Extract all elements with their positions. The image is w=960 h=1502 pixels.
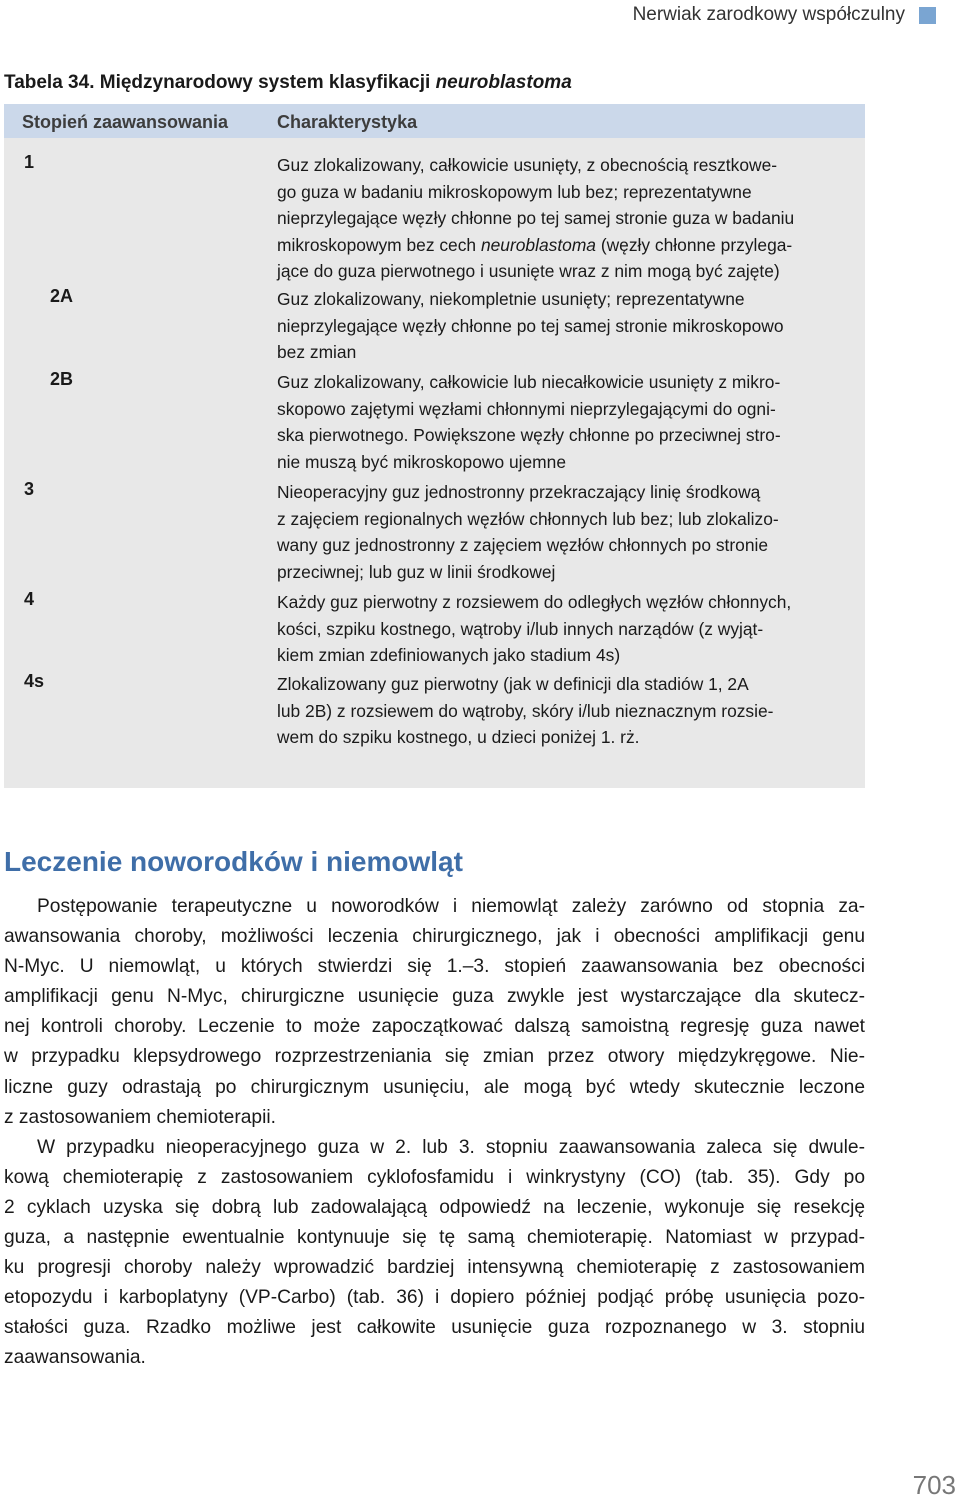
- description-line: z zajęciem regionalnych węzłów chłonnych lub bez; lub zlokalizo-: [277, 508, 779, 529]
- table-header-row: [4, 104, 865, 138]
- paragraph-line: z zastosowaniem chemioterapii.: [4, 1106, 276, 1128]
- table-caption-text: Tabela 34. Międzynarodowy system klasyfikacji: [4, 72, 436, 93]
- paragraph-line: awansowania choroby, możliwości leczenia chirurgicznego, jak i obecności amplifikacji genu: [4, 926, 865, 948]
- stage-label: 2B: [50, 369, 74, 389]
- description-line: Nieoperacyjny guz jednostronny przekraczający linię środkową: [277, 482, 761, 502]
- paragraph-line: w przypadku klepsydrowego rozprzestrzeniania się zmian przez otwory międzykręgowe. Nie-: [4, 1046, 865, 1068]
- paragraph-line: zaawansowania.: [4, 1347, 146, 1369]
- header-square-marker: [919, 7, 936, 24]
- paragraph-line: ku progresji choroby należy wprowadzić bardziej intensywną chemioterapię z zastosowaniem: [4, 1257, 865, 1279]
- paragraph-line: W przypadku nieoperacyjnego guza w 2. lub 3. stopniu zaawansowania zaleca się dwule-: [37, 1136, 865, 1158]
- description-line: jące do guza pierwotnego i usunięte wraz z nim mogą być zajęte): [277, 261, 780, 282]
- paragraph-line: etopozydu i karboplatyny (VP-Carbo) (tab. 36) i dopiero później podjąć próbę usunięcia pozo-: [4, 1287, 865, 1309]
- paragraph-line: Postępowanie terapeutyczne u noworodków i niemowląt zależy zarówno od stopnia za-: [37, 896, 865, 917]
- description-line: Guz zlokalizowany, całkowicie usunięty, z obecnością resztkowe-: [277, 155, 778, 175]
- stage-description: [277, 286, 839, 366]
- description-line: nieprzylegające węzły chłonne po tej samej stronie guza w badaniu: [277, 208, 795, 229]
- description-line: Każdy guz pierwotny z rozsiewem do odległych węzłów chłonnych,: [277, 592, 792, 612]
- stage-description: [277, 671, 839, 751]
- description-line: Guz zlokalizowany, całkowicie lub niecałkowicie usunięty z mikro-: [277, 372, 781, 392]
- description-line: Zlokalizowany guz pierwotny (jak w definicji dla stadiów 1, 2A: [277, 674, 749, 694]
- description-line: kiem zmian zdefiniowanych jako stadium 4s): [277, 645, 621, 666]
- description-line: przeciwnej; lub guz w linii środkowej: [277, 561, 556, 582]
- stage-label: 4: [24, 589, 35, 609]
- body-text: [4, 892, 865, 1374]
- stage-label: 4s: [24, 671, 45, 691]
- description-italic-term: neuroblastoma: [480, 234, 596, 255]
- column-header-description: Charakterystyka: [277, 112, 418, 132]
- paragraph-line: amplifikacji genu N-Myc, chirurgiczne usunięcie guza zwykle jest wystarczające dla skutecz-: [4, 986, 865, 1008]
- stage-description: [277, 369, 839, 475]
- column-header-stage: Stopień zaawansowania: [22, 112, 229, 132]
- paragraph-line: N-Myc. U niemowląt, u których stwierdzi się 1.–3. stopień zaawansowania bez obecności: [4, 956, 865, 978]
- classification-table: [4, 104, 865, 788]
- stage-label: 3: [24, 479, 35, 499]
- table-caption-italic: neuroblastoma: [435, 72, 572, 93]
- stage-description: [277, 152, 839, 285]
- description-segment: mikroskopowym bez cech: [277, 234, 481, 255]
- page-number: 703: [912, 1470, 956, 1500]
- description-line: nieprzylegające węzły chłonne po tej samej stronie mikroskopowo: [277, 315, 784, 336]
- stage-label: 2A: [50, 286, 74, 306]
- description-line: wany guz jednostronny z zajęciem węzłów chłonnych po stronie: [277, 535, 769, 556]
- description-line: wem do szpiku kostnego, u dzieci poniżej 1. rż.: [277, 727, 640, 748]
- paragraph-line: stałości guza. Rzadko możliwe jest całkowite usunięcie guza rozpoznanego w 3. stopniu: [4, 1317, 865, 1339]
- description-line: [277, 232, 839, 259]
- table-caption: [4, 72, 572, 94]
- description-line: nie muszą być mikroskopowo ujemne: [277, 451, 567, 472]
- section-title: Leczenie noworodków i niemowląt: [4, 846, 463, 877]
- paragraph: [4, 1133, 865, 1374]
- paragraph: [4, 892, 865, 1133]
- running-header: [633, 4, 936, 26]
- description-line: skopowo zajętymi węzłami chłonnymi nieprzylegającymi do ogni-: [277, 398, 776, 419]
- paragraph-line: nej kontroli choroby. Leczenie to może zapoczątkować dalszą samoistną regresję guza nawet: [4, 1016, 865, 1038]
- description-line: lub 2B) z rozsiewem do wątroby, skóry i/lub nieznacznym rozsie-: [277, 700, 774, 721]
- paragraph-line: guza, a następnie ewentualnie kontynuuje się tę samą chemioterapię. Natomiast w przypad-: [4, 1227, 865, 1249]
- description-line: go guza w badaniu mikroskopowym lub bez; reprezentatywne: [277, 181, 752, 202]
- description-line: ska pierwotnego. Powiększone węzły chłonne po przeciwnej stro-: [277, 425, 781, 446]
- stage-label: 1: [24, 152, 35, 172]
- description-line: kości, szpiku kostnego, wątroby i/lub innych narządów (z wyjąt-: [277, 618, 764, 639]
- description-segment: (węzły chłonne przylega-: [595, 234, 793, 255]
- running-title: Nerwiak zarodkowy współczulny: [632, 4, 905, 25]
- description-line: bez zmian: [277, 342, 357, 363]
- paragraph-line: kową chemioterapię z zastosowaniem cyklofosfamidu i winkrystyny (CO) (tab. 35). Gdy po: [4, 1166, 865, 1188]
- paragraph-line: liczne guzy odrastają po chirurgicznym usunięciu, ale mogą być wtedy skutecznie leczone: [4, 1076, 865, 1098]
- stage-description: [277, 479, 839, 585]
- stage-description: [277, 589, 839, 669]
- paragraph-line: 2 cyklach uzyska się dobrą lub zadowalającą odpowiedź na leczenie, wykonuje się resekcję: [4, 1196, 865, 1218]
- description-line: Guz zlokalizowany, niekompletnie usunięty; reprezentatywne: [277, 289, 745, 309]
